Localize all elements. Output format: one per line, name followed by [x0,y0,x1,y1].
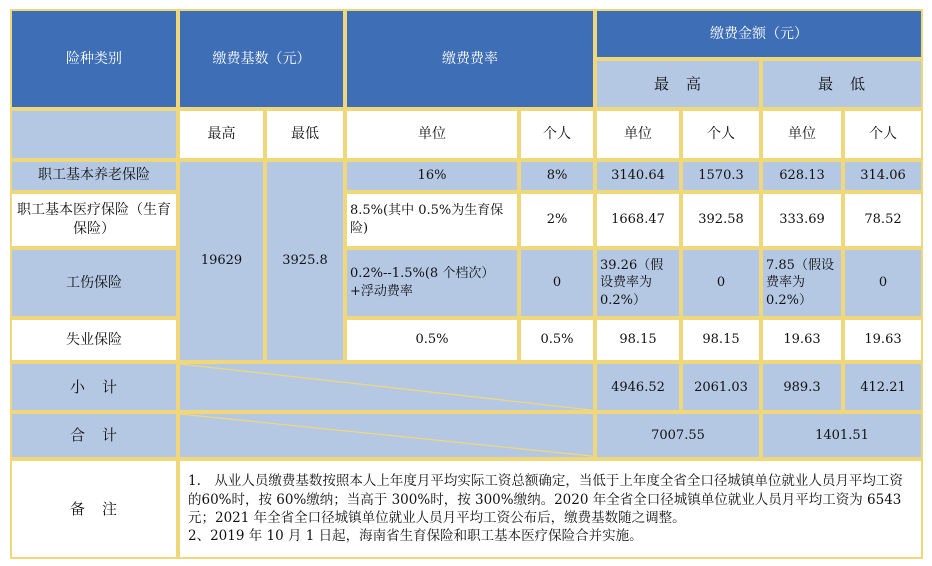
high-personal: 0 [681,248,761,318]
subtotal-label: 小 计 [10,362,178,412]
rate-personal: 2% [519,192,595,248]
low-personal: 78.52 [843,192,923,248]
header-category-spacer [10,109,178,159]
header-amount: 缴费金额（元） [595,9,923,59]
total-low: 1401.51 [761,412,923,458]
notes-content [178,459,923,559]
header-base: 缴费基数（元） [178,9,345,109]
high-unit: 3140.64 [595,160,681,192]
low-personal: 0 [843,248,923,318]
low-personal: 314.06 [843,160,923,192]
notes-item-1: 1. 从业人员缴费基数按照本人上年度月平均实际工资总额确定，当低于上年度全省全口径城镇单位就业人员月平均工资的60%时，按 60%缴纳；当高于 300%时，按 300%缴纳。2020 年全省全口径城镇单位就业人员月平均工资为 6543 元；2021 年全省全口径城镇单位就业人员月平均工资公布后，缴费基数随之调整。 [188,473,903,526]
low-unit: 628.13 [761,160,843,192]
row-name: 职工基本医疗保险（生育保险） [10,192,178,248]
row-name: 工伤保险 [10,248,178,318]
rate-unit: 0.2%--1.5%(8 个档次）+浮动费率 [345,248,519,318]
total-label: 合 计 [10,412,178,458]
rate-unit: 0.5% [345,318,519,362]
high-personal: 1570.3 [681,160,761,192]
rate-unit: 8.5%(其中 0.5%为生育保险) [345,192,519,248]
row-name: 失业保险 [10,318,178,362]
high-unit: 39.26（假设费率为0.2%） [595,248,681,318]
header-rate-unit: 单位 [345,109,519,159]
low-personal: 19.63 [843,318,923,362]
header-high-personal: 个人 [681,109,761,159]
total-diagonal-cell [178,412,595,458]
header-low-unit: 单位 [761,109,843,159]
notes-item-2: 2、2019 年 10 月 1 日起，海南省生育保险和职工基本医疗保险合并实施。 [188,528,643,544]
header-rate-personal: 个人 [519,109,595,159]
subtotal-low-personal: 412.21 [843,362,923,412]
high-unit: 1668.47 [595,192,681,248]
total-high: 7007.55 [595,412,761,458]
subtotal-high-personal: 2061.03 [681,362,761,412]
low-unit: 333.69 [761,192,843,248]
subtotal-high-unit: 4946.52 [595,362,681,412]
header-base-high: 最高 [178,109,265,159]
base-low-value: 3925.8 [265,160,345,363]
high-personal: 392.58 [681,192,761,248]
subtotal-diagonal-cell [178,362,595,412]
header-amount-low: 最 低 [761,59,923,109]
header-category: 险种类别 [10,9,178,109]
header-high-unit: 单位 [595,109,681,159]
rate-personal: 8% [519,160,595,192]
header-amount-high: 最 高 [595,59,761,109]
rate-personal: 0 [519,248,595,318]
rate-personal: 0.5% [519,318,595,362]
high-personal: 98.15 [681,318,761,362]
diagonal-line [180,364,593,410]
diagonal-line [180,414,593,456]
low-unit: 19.63 [761,318,843,362]
row-name: 职工基本养老保险 [10,160,178,192]
insurance-fee-table [10,9,923,559]
high-unit: 98.15 [595,318,681,362]
base-high-value: 19629 [178,160,265,363]
notes-label: 备 注 [10,459,178,559]
rate-unit: 16% [345,160,519,192]
header-low-personal: 个人 [843,109,923,159]
subtotal-low-unit: 989.3 [761,362,843,412]
low-unit: 7.85（假设费率为0.2%） [761,248,843,318]
header-base-low: 最低 [265,109,345,159]
header-rate: 缴费费率 [345,9,595,109]
